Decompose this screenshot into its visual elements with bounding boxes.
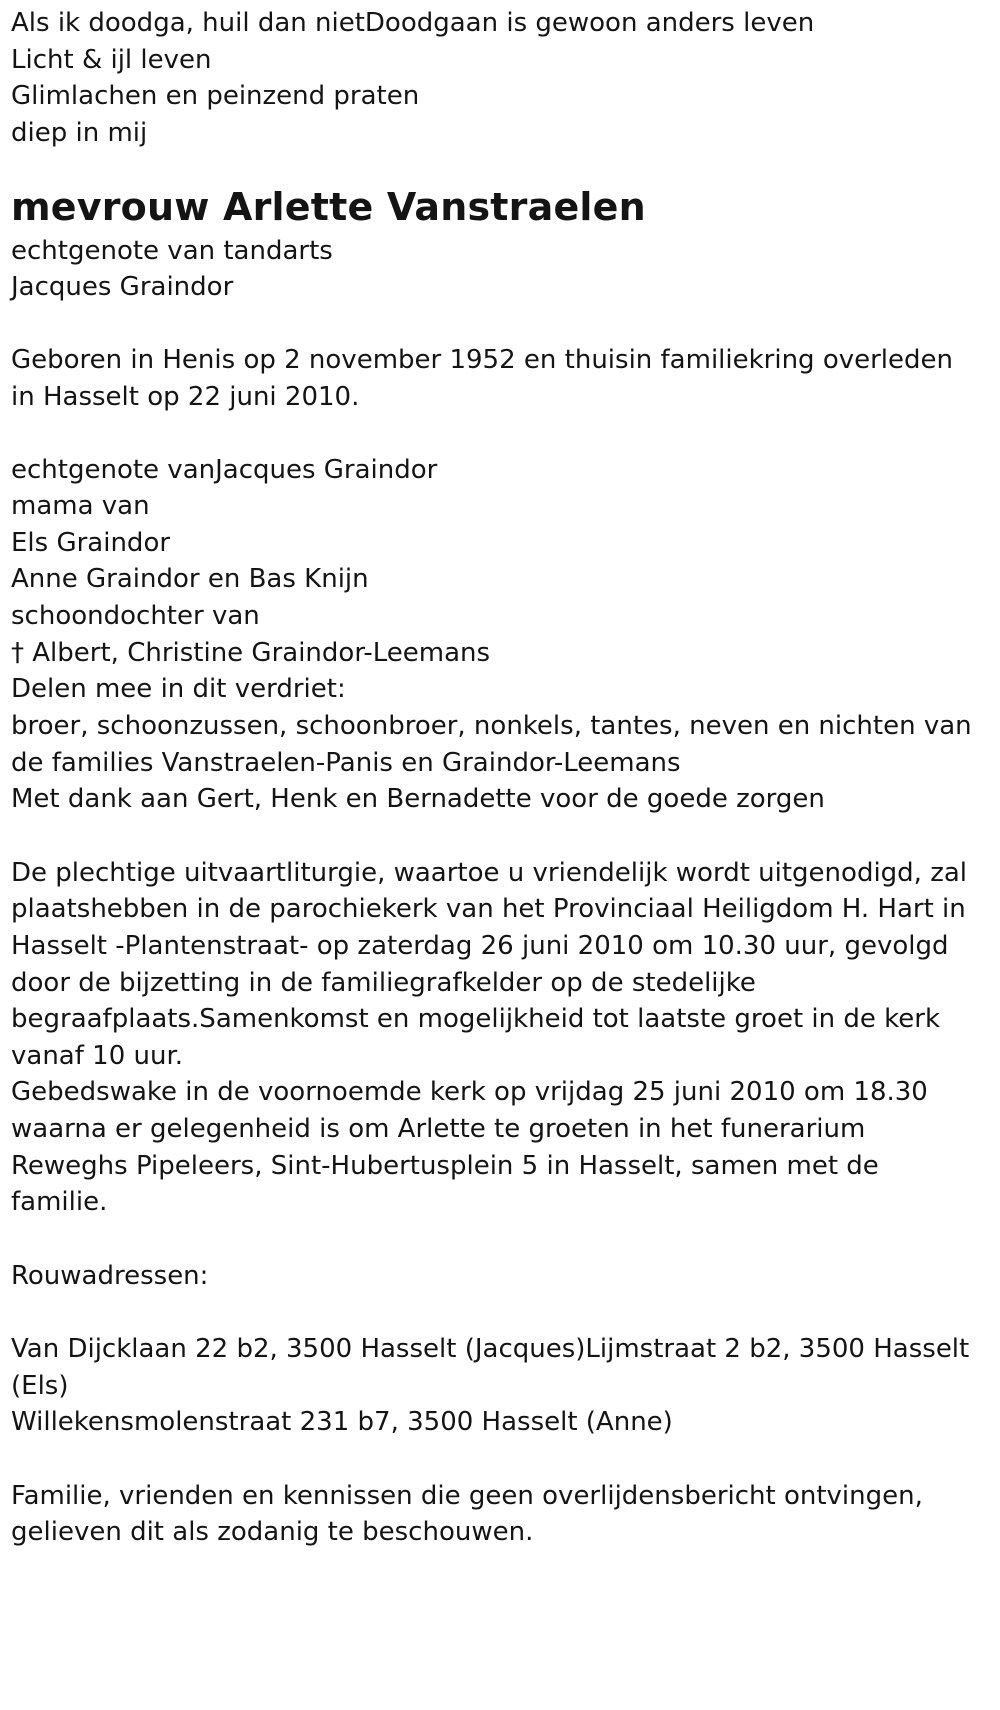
funeral-line: vanaf 10 uur. — [11, 1041, 184, 1071]
poem-line: Glimlachen en peinzend praten — [11, 81, 420, 111]
deceased-name: mevrouw Arlette Vanstraelen — [11, 185, 646, 229]
funeral-line: familie. — [11, 1187, 108, 1217]
family-line: Met dank aan Gert, Henk en Bernadette voor de goede zorgen — [11, 784, 825, 814]
funeral-line: Reweghs Pipeleers, Sint-Hubertusplein 5 in Hasselt, samen met de — [11, 1151, 879, 1181]
addresses-heading: Rouwadressen: — [11, 1261, 209, 1291]
funeral-line: Gebedswake in de voornoemde kerk op vrijdag 25 juni 2010 om 18.30 — [11, 1077, 928, 1107]
deceased-title-line: echtgenote van tandarts — [11, 236, 333, 266]
funeral-line: begraafplaats.Samenkomst en mogelijkheid tot laatste groet in de kerk — [11, 1004, 941, 1034]
family-line: echtgenote vanJacques Graindor — [11, 455, 438, 485]
family-line: Delen mee in dit verdriet: — [11, 674, 346, 704]
poem-line: Licht & ijl leven — [11, 45, 212, 75]
birth-death-line: Geboren in Henis op 2 november 1952 en thuisin familiekring overleden — [11, 345, 954, 375]
deceased-title-line: Jacques Graindor — [11, 272, 234, 302]
closing-line: gelieven dit als zodanig te beschouwen. — [11, 1517, 534, 1547]
funeral-line: plaatshebben in de parochiekerk van het Provinciaal Heiligdom H. Hart in — [11, 894, 966, 924]
family-line: Anne Graindor en Bas Knijn — [11, 564, 369, 594]
family-line: broer, schoonzussen, schoonbroer, nonkels, tantes, neven en nichten van — [11, 711, 972, 741]
birth-death-line: in Hasselt op 22 juni 2010. — [11, 382, 360, 412]
family-line: schoondochter van — [11, 601, 260, 631]
family-line: Els Graindor — [11, 528, 171, 558]
address-line: Van Dijcklaan 22 b2, 3500 Hasselt (Jacques)Lijmstraat 2 b2, 3500 Hasselt — [11, 1334, 970, 1364]
poem-line: diep in mij — [11, 118, 148, 148]
poem-line: Als ik doodga, huil dan nietDoodgaan is gewoon anders leven — [11, 8, 815, 38]
closing-line: Familie, vrienden en kennissen die geen overlijdensbericht ontvingen, — [11, 1481, 923, 1511]
family-line: de families Vanstraelen-Panis en Graindor-Leemans — [11, 748, 681, 778]
family-line: mama van — [11, 491, 150, 521]
funeral-line: Hasselt -Plantenstraat- op zaterdag 26 juni 2010 om 10.30 uur, gevolgd — [11, 931, 949, 961]
address-line: (Els) — [11, 1371, 69, 1401]
funeral-line: waarna er gelegenheid is om Arlette te groeten in het funerarium — [11, 1114, 866, 1144]
address-line: Willekensmolenstraat 231 b7, 3500 Hasselt (Anne) — [11, 1407, 673, 1437]
family-line: † Albert, Christine Graindor-Leemans — [11, 638, 491, 668]
funeral-line: De plechtige uitvaartliturgie, waartoe u vriendelijk wordt uitgenodigd, zal — [11, 858, 968, 888]
funeral-line: door de bijzetting in de familiegrafkelder op de stedelijke — [11, 968, 756, 998]
